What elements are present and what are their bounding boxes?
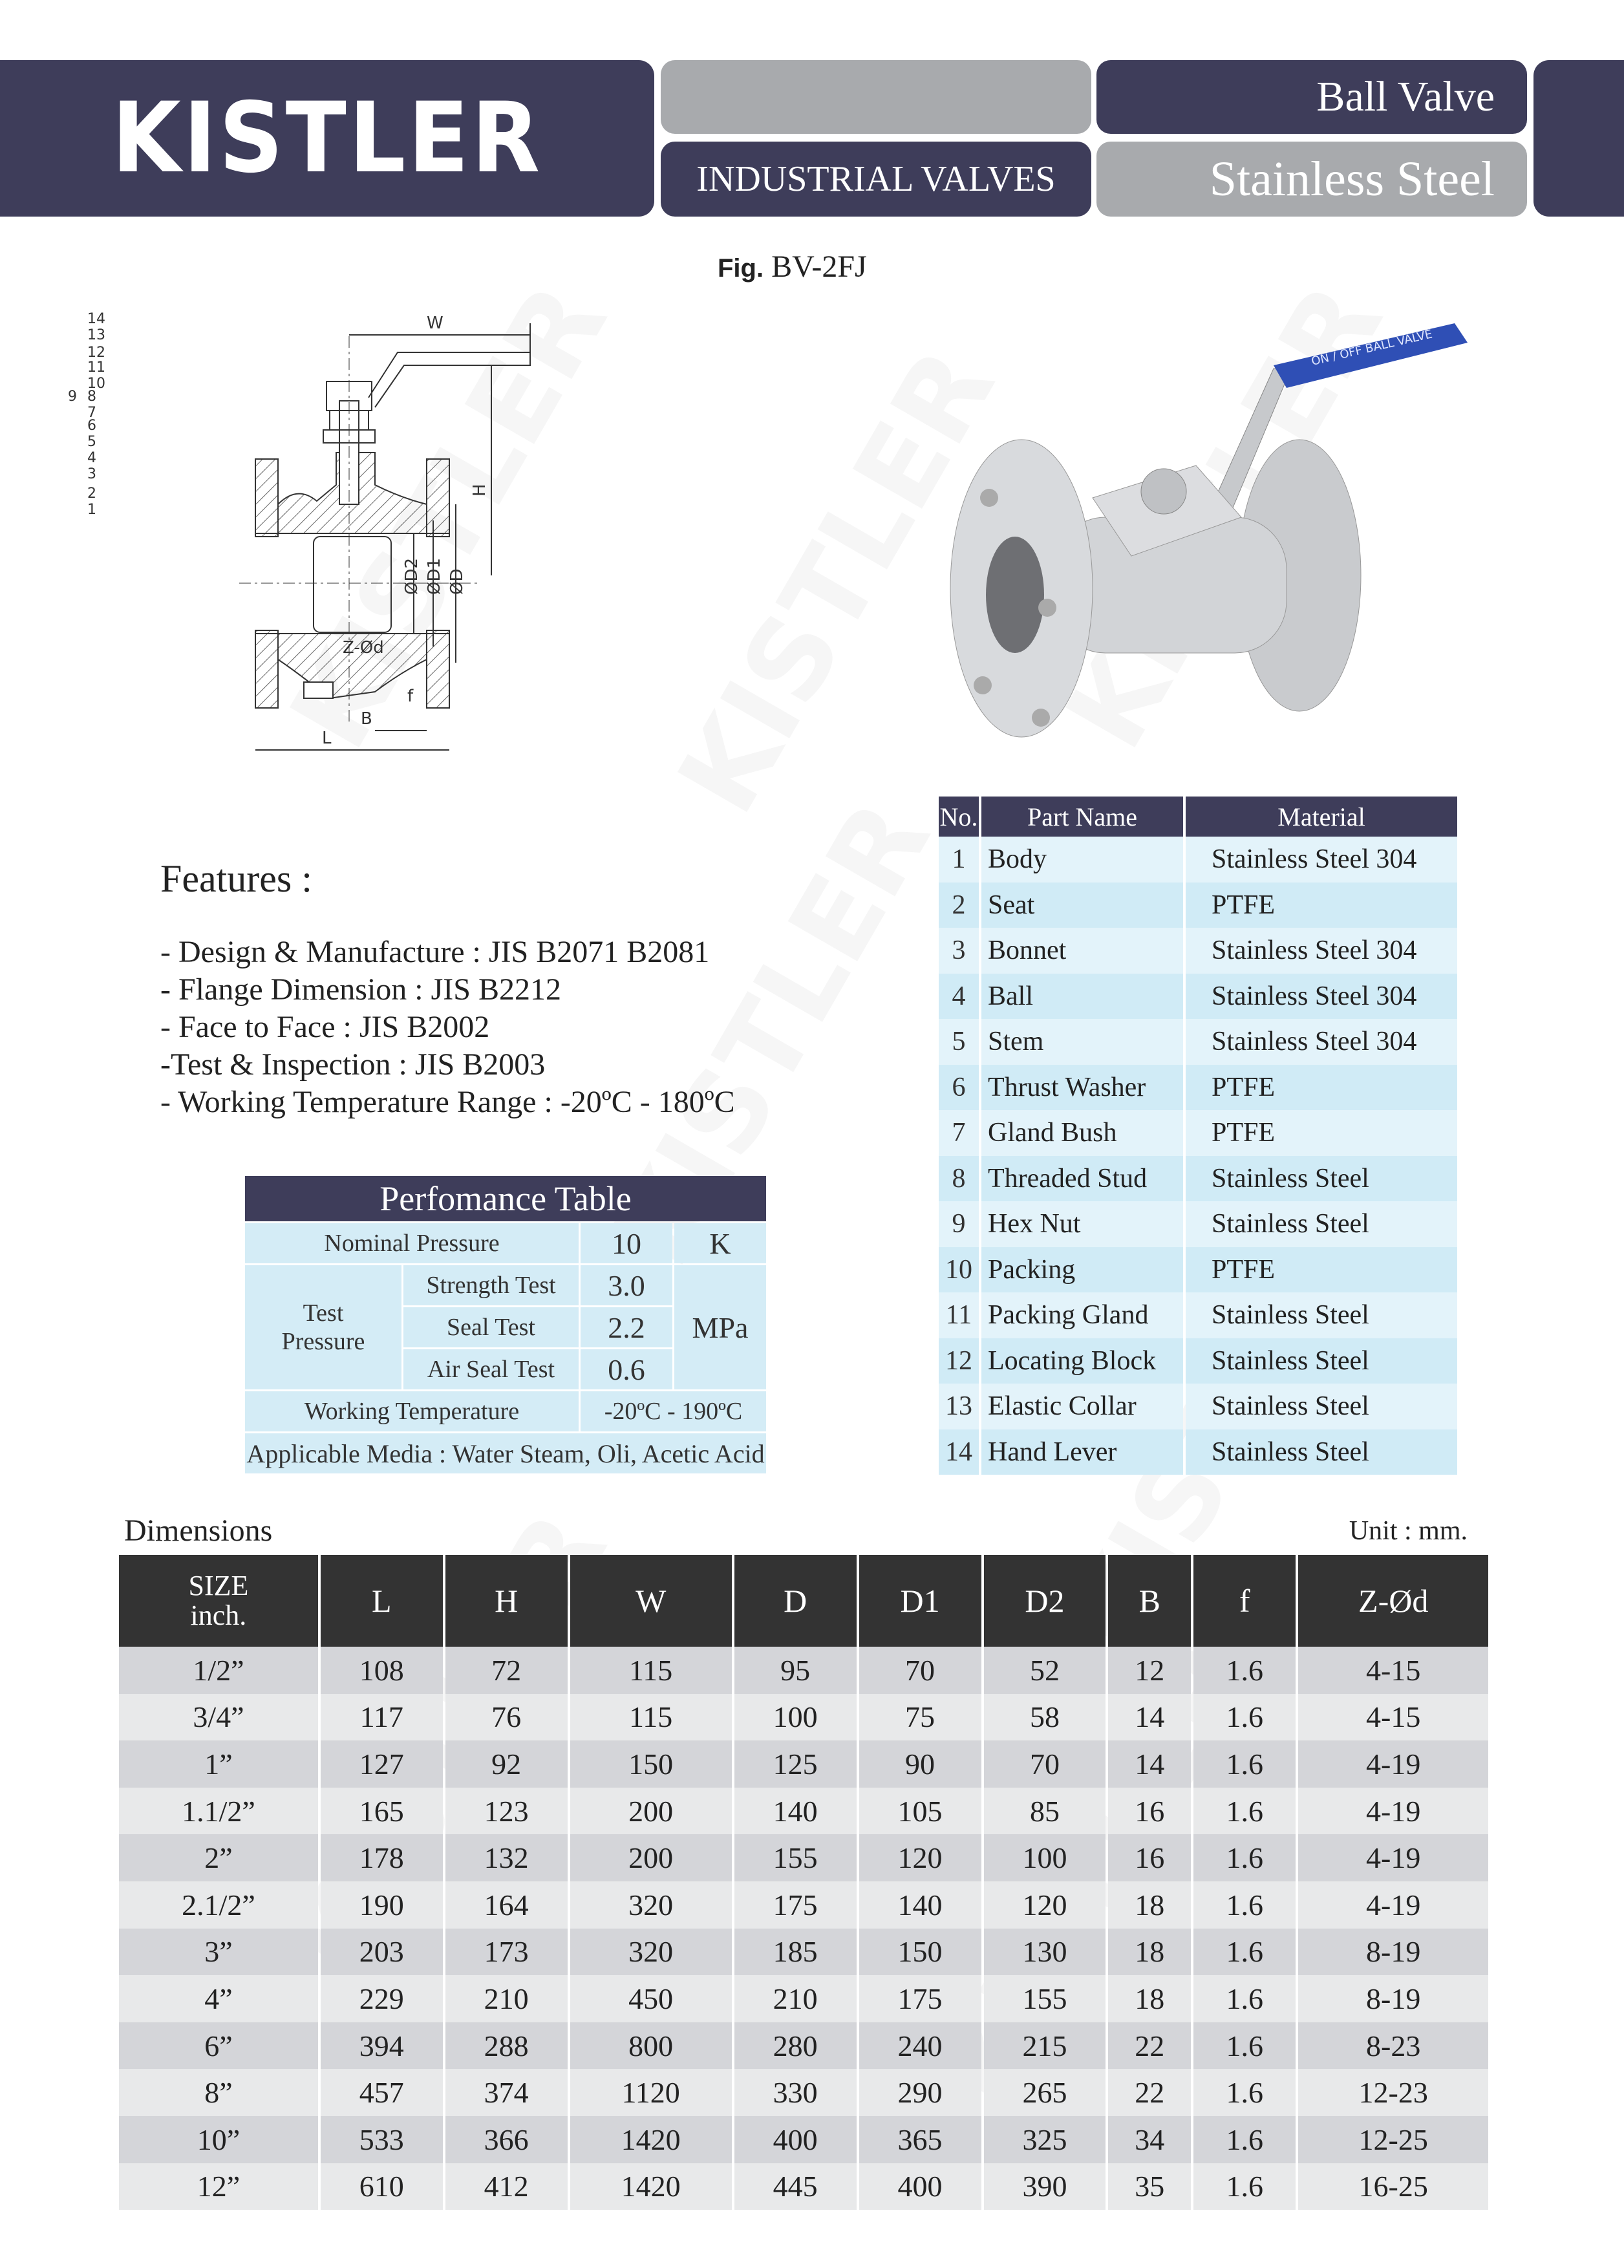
- cell-W: 450: [570, 1975, 732, 2022]
- cell-W: 320: [570, 1929, 732, 1976]
- cell-f: 1.6: [1193, 1881, 1296, 1929]
- part-name: Hand Lever: [981, 1429, 1183, 1475]
- cell-Z-d: 4-19: [1298, 1740, 1488, 1788]
- test-value: 2.2: [581, 1307, 672, 1347]
- part-no: 13: [939, 1384, 979, 1429]
- brand-logo: KISTLER: [111, 82, 543, 195]
- cell-D2: 100: [984, 1834, 1106, 1881]
- material-label: Stainless Steel: [1096, 142, 1527, 217]
- svg-text:L: L: [322, 729, 332, 748]
- cell-D2: 325: [984, 2116, 1106, 2163]
- cell-B: 14: [1108, 1740, 1191, 1788]
- cell-size: 1.1/2”: [119, 1788, 318, 1835]
- part-name: Elastic Collar: [981, 1384, 1183, 1429]
- cell-size: 3/4”: [119, 1694, 318, 1741]
- cell-size: 6”: [119, 2022, 318, 2070]
- cell-D: 330: [734, 2069, 857, 2116]
- cell-H: 173: [445, 1929, 568, 1976]
- table-row: [939, 1201, 1457, 1247]
- svg-text:6: 6: [87, 418, 96, 434]
- brand-banner: [0, 60, 654, 217]
- cell-D1: 140: [859, 1881, 981, 1929]
- cell-f: 1.6: [1193, 1788, 1296, 1835]
- cell-D2: 130: [984, 1929, 1106, 1976]
- part-material: PTFE: [1186, 883, 1457, 928]
- part-material: Stainless Steel 304: [1186, 837, 1457, 883]
- part-no: 2: [939, 883, 979, 928]
- part-name: Ball: [981, 974, 1183, 1020]
- size-header-line2: inch.: [190, 1599, 247, 1631]
- svg-text:H: H: [470, 484, 489, 497]
- table-row: [939, 1384, 1457, 1429]
- working-temp-value: -20ºC - 190ºC: [581, 1391, 766, 1431]
- part-name: Seat: [981, 883, 1183, 928]
- feature-item: - Working Temperature Range : -20ºC - 180ºC: [160, 1085, 735, 1119]
- cell-D: 185: [734, 1929, 857, 1976]
- col-f: f: [1193, 1555, 1296, 1647]
- cell-D1: 240: [859, 2022, 981, 2070]
- cell-B: 22: [1108, 2069, 1191, 2116]
- part-name: Thrust Washer: [981, 1065, 1183, 1111]
- lever-grip: [1274, 323, 1468, 388]
- cell-W: 115: [570, 1694, 732, 1741]
- cell-L: 117: [321, 1694, 443, 1741]
- cell-D: 210: [734, 1975, 857, 2022]
- cell-D2: 265: [984, 2069, 1106, 2116]
- part-name: Stem: [981, 1019, 1183, 1065]
- part-no: 10: [939, 1247, 979, 1293]
- cell-D2: 120: [984, 1881, 1106, 1929]
- cell-B: 35: [1108, 2163, 1191, 2210]
- table-row: [939, 1065, 1457, 1111]
- cell-size: 1/2”: [119, 1647, 318, 1694]
- part-material: PTFE: [1186, 1065, 1457, 1111]
- test-name: Air Seal Test: [403, 1349, 579, 1389]
- col-D: D: [734, 1555, 857, 1647]
- part-material: Stainless Steel 304: [1186, 974, 1457, 1020]
- table-row: [119, 1740, 1488, 1788]
- table-row: [939, 1338, 1457, 1384]
- table-row: [939, 837, 1457, 883]
- cell-L: 178: [321, 1834, 443, 1881]
- cell-W: 200: [570, 1834, 732, 1881]
- part-no: 11: [939, 1292, 979, 1338]
- svg-text:3: 3: [87, 466, 96, 482]
- cell-H: 72: [445, 1647, 568, 1694]
- cell-D1: 90: [859, 1740, 981, 1788]
- cell-B: 14: [1108, 1694, 1191, 1741]
- cell-D: 155: [734, 1834, 857, 1881]
- cell-size: 3”: [119, 1929, 318, 1976]
- part-material: Stainless Steel 304: [1186, 1019, 1457, 1065]
- cell-D1: 290: [859, 2069, 981, 2116]
- cell-size: 1”: [119, 1740, 318, 1788]
- cell-H: 412: [445, 2163, 568, 2210]
- part-no: 6: [939, 1065, 979, 1111]
- cell-D2: 58: [984, 1694, 1106, 1741]
- cell-Z-d: 16-25: [1298, 2163, 1488, 2210]
- svg-text:ØD: ØD: [447, 568, 467, 595]
- cell-H: 374: [445, 2069, 568, 2116]
- dimensions-header: [119, 1555, 1488, 1647]
- cell-W: 115: [570, 1647, 732, 1694]
- header-edge-tab: [1533, 60, 1624, 217]
- cell-Z-d: 12-25: [1298, 2116, 1488, 2163]
- part-no: 14: [939, 1429, 979, 1475]
- cell-B: 34: [1108, 2116, 1191, 2163]
- test-pressure-label: [245, 1265, 401, 1389]
- cell-W: 150: [570, 1740, 732, 1788]
- dimensions-unit: Unit : mm.: [1349, 1516, 1468, 1546]
- col-material: Material: [1186, 797, 1457, 837]
- table-row: [939, 1292, 1457, 1338]
- cell-W: 1420: [570, 2116, 732, 2163]
- table-row: [939, 1429, 1457, 1475]
- cell-H: 92: [445, 1740, 568, 1788]
- cell-Z-d: 8-19: [1298, 1975, 1488, 2022]
- cell-Z-d: 4-15: [1298, 1647, 1488, 1694]
- cell-D: 175: [734, 1881, 857, 1929]
- performance-table-title: Perfomance Table: [245, 1176, 766, 1221]
- col-B: B: [1108, 1555, 1191, 1647]
- table-row: [119, 1834, 1488, 1881]
- svg-text:W: W: [427, 314, 443, 333]
- part-material: Stainless Steel: [1186, 1201, 1457, 1247]
- cell-size: 8”: [119, 2069, 318, 2116]
- col-D1: D1: [859, 1555, 981, 1647]
- part-material: Stainless Steel: [1186, 1384, 1457, 1429]
- cell-size: 4”: [119, 1975, 318, 2022]
- cell-size: 10”: [119, 2116, 318, 2163]
- cell-B: 16: [1108, 1834, 1191, 1881]
- table-row: [119, 2116, 1488, 2163]
- cell-Z-d: 8-23: [1298, 2022, 1488, 2070]
- table-row: [119, 1975, 1488, 2022]
- cell-Z-d: 8-19: [1298, 1929, 1488, 1976]
- cell-L: 203: [321, 1929, 443, 1976]
- cell-f: 1.6: [1193, 1740, 1296, 1788]
- part-no: 8: [939, 1156, 979, 1202]
- cell-W: 320: [570, 1881, 732, 1929]
- part-no: 12: [939, 1338, 979, 1384]
- svg-text:4: 4: [87, 450, 96, 466]
- cell-H: 288: [445, 2022, 568, 2070]
- part-no: 9: [939, 1201, 979, 1247]
- col-size: [119, 1555, 318, 1647]
- part-name: Bonnet: [981, 928, 1183, 974]
- table-row: [119, 2022, 1488, 2070]
- part-material: Stainless Steel: [1186, 1338, 1457, 1384]
- cell-D: 95: [734, 1647, 857, 1694]
- col-L: L: [321, 1555, 443, 1647]
- test-pressure-line2: Pressure: [281, 1328, 365, 1355]
- part-name: Threaded Stud: [981, 1156, 1183, 1202]
- cell-B: 18: [1108, 1975, 1191, 2022]
- cell-D2: 52: [984, 1647, 1106, 1694]
- cell-Z-d: 4-19: [1298, 1788, 1488, 1835]
- table-row: [119, 2069, 1488, 2116]
- parts-table-header: [939, 797, 1457, 837]
- cell-D: 445: [734, 2163, 857, 2210]
- feature-item: - Flange Dimension : JIS B2212: [160, 972, 561, 1007]
- features-section: [160, 857, 735, 1121]
- cell-B: 18: [1108, 1881, 1191, 1929]
- table-row: [939, 1247, 1457, 1293]
- svg-text:Z-Ød: Z-Ød: [343, 638, 384, 658]
- dimensions-title: Dimensions: [124, 1514, 273, 1548]
- cell-f: 1.6: [1193, 1647, 1296, 1694]
- cell-D2: 390: [984, 2163, 1106, 2210]
- cell-L: 165: [321, 1788, 443, 1835]
- part-material: Stainless Steel: [1186, 1156, 1457, 1202]
- cell-B: 12: [1108, 1647, 1191, 1694]
- part-no: 3: [939, 928, 979, 974]
- svg-text:14: 14: [87, 311, 105, 327]
- cell-L: 190: [321, 1881, 443, 1929]
- cell-f: 1.6: [1193, 1975, 1296, 2022]
- table-row: [939, 1110, 1457, 1156]
- cell-D1: 400: [859, 2163, 981, 2210]
- cell-D: 140: [734, 1788, 857, 1835]
- cell-D1: 70: [859, 1647, 981, 1694]
- part-name: Hex Nut: [981, 1201, 1183, 1247]
- cell-D1: 75: [859, 1694, 981, 1741]
- cell-D2: 85: [984, 1788, 1106, 1835]
- part-material: Stainless Steel 304: [1186, 928, 1457, 974]
- cell-D: 100: [734, 1694, 857, 1741]
- col-no: No.: [939, 797, 979, 837]
- test-name: Strength Test: [403, 1265, 579, 1305]
- svg-text:B: B: [361, 709, 372, 729]
- test-pressure-line1: Test: [303, 1300, 344, 1327]
- product-type-label: Ball Valve: [1096, 60, 1527, 134]
- cell-f: 1.6: [1193, 2022, 1296, 2070]
- svg-text:13: 13: [87, 327, 105, 343]
- table-row: [119, 1929, 1488, 1976]
- cell-L: 610: [321, 2163, 443, 2210]
- table-row: [119, 1881, 1488, 1929]
- part-material: PTFE: [1186, 1110, 1457, 1156]
- cell-D: 400: [734, 2116, 857, 2163]
- performance-table: [243, 1174, 768, 1475]
- test-name: Seal Test: [403, 1307, 579, 1347]
- part-no: 1: [939, 837, 979, 883]
- table-row: [939, 974, 1457, 1020]
- cell-B: 16: [1108, 1788, 1191, 1835]
- svg-text:f: f: [407, 687, 414, 706]
- test-unit: MPa: [674, 1265, 766, 1389]
- table-row: [939, 1019, 1457, 1065]
- cell-L: 108: [321, 1647, 443, 1694]
- cell-f: 1.6: [1193, 2163, 1296, 2210]
- cell-L: 533: [321, 2116, 443, 2163]
- cell-W: 1420: [570, 2163, 732, 2210]
- cell-L: 229: [321, 1975, 443, 2022]
- svg-text:8: 8: [87, 389, 96, 405]
- part-material: PTFE: [1186, 1247, 1457, 1293]
- part-material: Stainless Steel: [1186, 1292, 1457, 1338]
- part-no: 4: [939, 974, 979, 1020]
- table-row: [119, 1647, 1488, 1694]
- cell-f: 1.6: [1193, 1834, 1296, 1881]
- col-D2: D2: [984, 1555, 1106, 1647]
- cell-f: 1.6: [1193, 1929, 1296, 1976]
- category-label: INDUSTRIAL VALVES: [661, 142, 1091, 217]
- svg-text:1: 1: [87, 502, 96, 518]
- cell-W: 1120: [570, 2069, 732, 2116]
- cell-W: 800: [570, 2022, 732, 2070]
- cell-H: 123: [445, 1788, 568, 1835]
- cell-H: 76: [445, 1694, 568, 1741]
- cell-size: 12”: [119, 2163, 318, 2210]
- svg-text:2: 2: [87, 486, 96, 502]
- size-header-line1: SIZE: [188, 1570, 249, 1601]
- cell-B: 18: [1108, 1929, 1191, 1976]
- features-title: Features :: [160, 857, 312, 900]
- col-part-name: Part Name: [981, 797, 1183, 837]
- feature-item: -Test & Inspection : JIS B2003: [160, 1047, 546, 1082]
- svg-text:11: 11: [87, 359, 105, 376]
- cell-D2: 70: [984, 1740, 1106, 1788]
- table-row: [119, 1788, 1488, 1835]
- working-temp-label: Working Temperature: [245, 1391, 579, 1431]
- cell-D2: 215: [984, 2022, 1106, 2070]
- cell-f: 1.6: [1193, 2116, 1296, 2163]
- table-row: [119, 1694, 1488, 1741]
- svg-text:7: 7: [87, 405, 96, 421]
- part-name: Locating Block: [981, 1338, 1183, 1384]
- cell-size: 2”: [119, 1834, 318, 1881]
- part-no: 5: [939, 1019, 979, 1065]
- svg-text:5: 5: [87, 434, 96, 450]
- part-name: Packing Gland: [981, 1292, 1183, 1338]
- figure-prefix: Fig.: [718, 254, 764, 283]
- svg-text:ØD1: ØD1: [425, 557, 444, 595]
- part-name: Body: [981, 837, 1183, 883]
- header-gray-block: [661, 60, 1091, 134]
- feature-item: - Face to Face : JIS B2002: [160, 1010, 490, 1044]
- test-value: 0.6: [581, 1349, 672, 1389]
- svg-text:10: 10: [87, 376, 105, 392]
- col-H: H: [445, 1555, 568, 1647]
- figure-code: BV-2FJ: [771, 250, 867, 284]
- lever-text: ON / OFF BALL VALVE: [1310, 327, 1434, 369]
- nominal-pressure-unit: K: [674, 1223, 766, 1263]
- cell-H: 366: [445, 2116, 568, 2163]
- cell-size: 2.1/2”: [119, 1881, 318, 1929]
- table-row: [939, 1156, 1457, 1202]
- figure-title: [718, 249, 867, 284]
- valve-cross-section-drawing: [68, 310, 853, 815]
- cell-W: 200: [570, 1788, 732, 1835]
- cell-f: 1.6: [1193, 1694, 1296, 1741]
- part-name: Packing: [981, 1247, 1183, 1293]
- cell-D: 125: [734, 1740, 857, 1788]
- cell-H: 210: [445, 1975, 568, 2022]
- nominal-pressure-label: Nominal Pressure: [245, 1223, 579, 1263]
- cell-D1: 120: [859, 1834, 981, 1881]
- svg-text:12: 12: [87, 345, 105, 361]
- svg-text:9: 9: [68, 389, 77, 405]
- cell-Z-d: 4-19: [1298, 1834, 1488, 1881]
- cell-L: 127: [321, 1740, 443, 1788]
- product-photo: [937, 304, 1480, 782]
- cell-D1: 175: [859, 1975, 981, 2022]
- applicable-media: Applicable Media : Water Steam, Oli, Acetic Acid: [245, 1433, 766, 1473]
- parts-table: [936, 797, 1460, 1475]
- part-material: Stainless Steel: [1186, 1429, 1457, 1475]
- col-Z-d: Z-Ød: [1298, 1555, 1488, 1647]
- part-name: Gland Bush: [981, 1110, 1183, 1156]
- svg-text:ØD2: ØD2: [402, 557, 422, 595]
- test-value: 3.0: [581, 1265, 672, 1305]
- nominal-pressure-value: 10: [581, 1223, 672, 1263]
- col-W: W: [570, 1555, 732, 1647]
- cell-D1: 105: [859, 1788, 981, 1835]
- cell-D: 280: [734, 2022, 857, 2070]
- table-row: [939, 928, 1457, 974]
- cell-L: 457: [321, 2069, 443, 2116]
- cell-Z-d: 12-23: [1298, 2069, 1488, 2116]
- cell-Z-d: 4-19: [1298, 1881, 1488, 1929]
- cell-D1: 365: [859, 2116, 981, 2163]
- cell-L: 394: [321, 2022, 443, 2070]
- cell-B: 22: [1108, 2022, 1191, 2070]
- part-no: 7: [939, 1110, 979, 1156]
- cell-H: 164: [445, 1881, 568, 1929]
- cell-f: 1.6: [1193, 2069, 1296, 2116]
- cell-D1: 150: [859, 1929, 981, 1976]
- cell-H: 132: [445, 1834, 568, 1881]
- dimensions-table: [116, 1555, 1491, 2210]
- table-row: [939, 883, 1457, 928]
- table-row: [119, 2163, 1488, 2210]
- cell-Z-d: 4-15: [1298, 1694, 1488, 1741]
- cell-D2: 155: [984, 1975, 1106, 2022]
- feature-item: - Design & Manufacture : JIS B2071 B2081: [160, 935, 710, 969]
